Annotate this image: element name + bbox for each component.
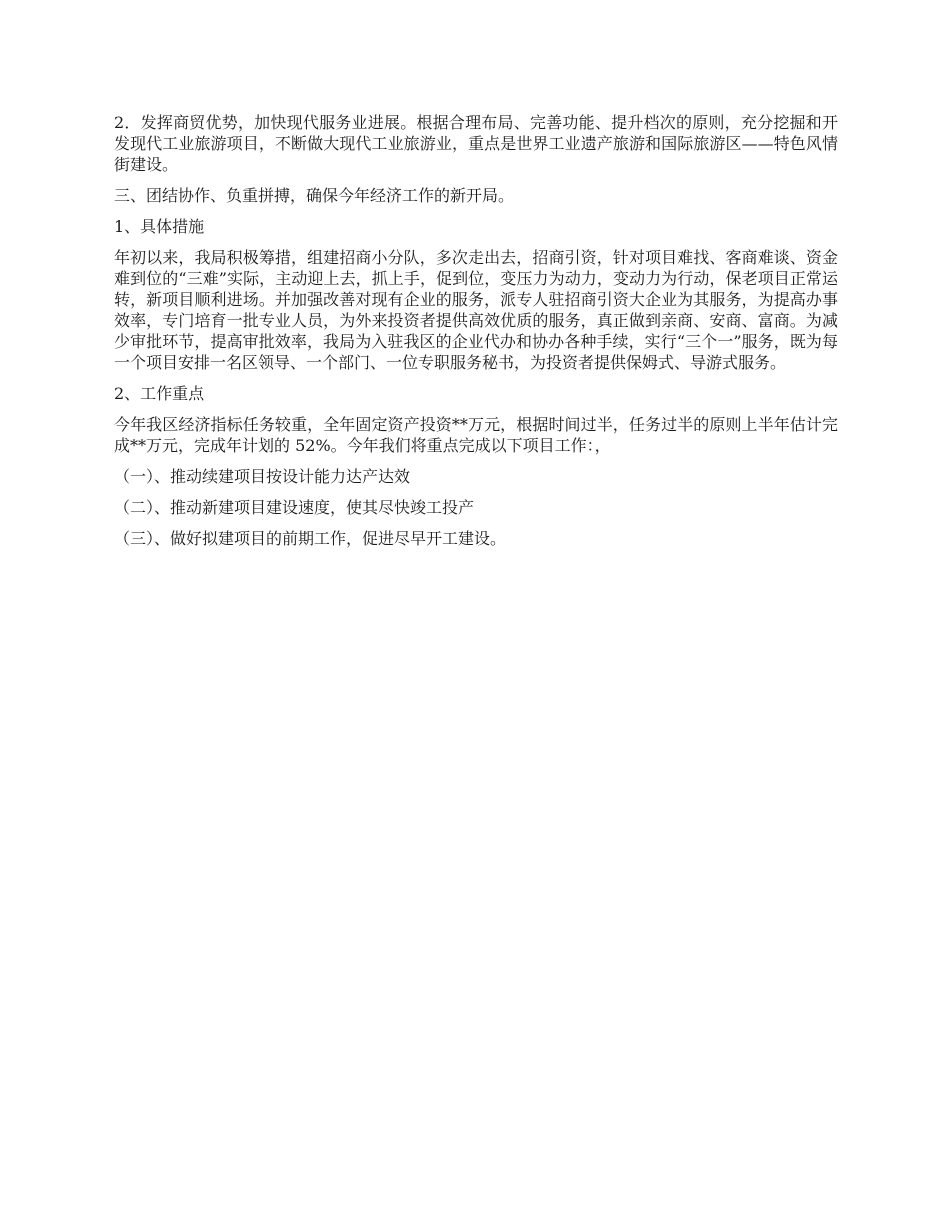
list-item-planned-projects: （三）、做好拟建项目的前期工作，促进尽早开工建设。: [114, 529, 507, 548]
list-item-new-projects: （二）、推动新建项目建设速度，使其尽快竣工投产: [114, 498, 475, 517]
section-heading-three: 三、团结协作、负重拼搏，确保今年经济工作的新开局。: [114, 186, 515, 205]
paragraph-economic-targets: 今年我区经济指标任务较重，全年固定资产投资**万元，根据时间过半，任务过半的原则上半年估计完成**万元，完成年计划的 52%。今年我们将重点完成以下项目工作：，: [114, 415, 838, 455]
subheading-work-focus: 2、工作重点: [114, 384, 205, 403]
subheading-specific-measures: 1、具体措施: [114, 217, 205, 236]
paragraph-commerce-advantage: 2．发挥商贸优势，加快现代服务业进展。根据合理布局、完善功能、提升档次的原则，充分挖掘和开发现代工业旅游项目，不断做大现代工业旅游业，重点是世界工业遗产旅游和国际旅游区——特色风情街建设。: [114, 113, 838, 174]
list-item-continuing-projects: （一）、推动续建项目按设计能力达产达效: [114, 467, 411, 486]
paragraph-investment-measures: 年初以来，我局积极筹措，组建招商小分队，多次走出去，招商引资，针对项目难找、客商难谈、资金难到位的“三难”实际，主动迎上去，抓上手，促到位，变压力为动力，变动力为行动，保老项目正常运转，新项目顺利进场。并加强改善对现有企业的服务，派专人驻招商引资大企业为其服务，为提高办事效率，专门培育一批专业人员，为外来投资者提供高效优质的服务，真正做到亲商、安商、富商。为减少审批环节，提高审批效率，我局为入驻我区的企业代办和协办各种手续，实行“三个一”服务，既为每一个项目安排一名区领导、一个部门、一位专职服务秘书，为投资者提供保姆式、导游式服务。: [114, 248, 838, 372]
document-page: [114, 112, 838, 559]
